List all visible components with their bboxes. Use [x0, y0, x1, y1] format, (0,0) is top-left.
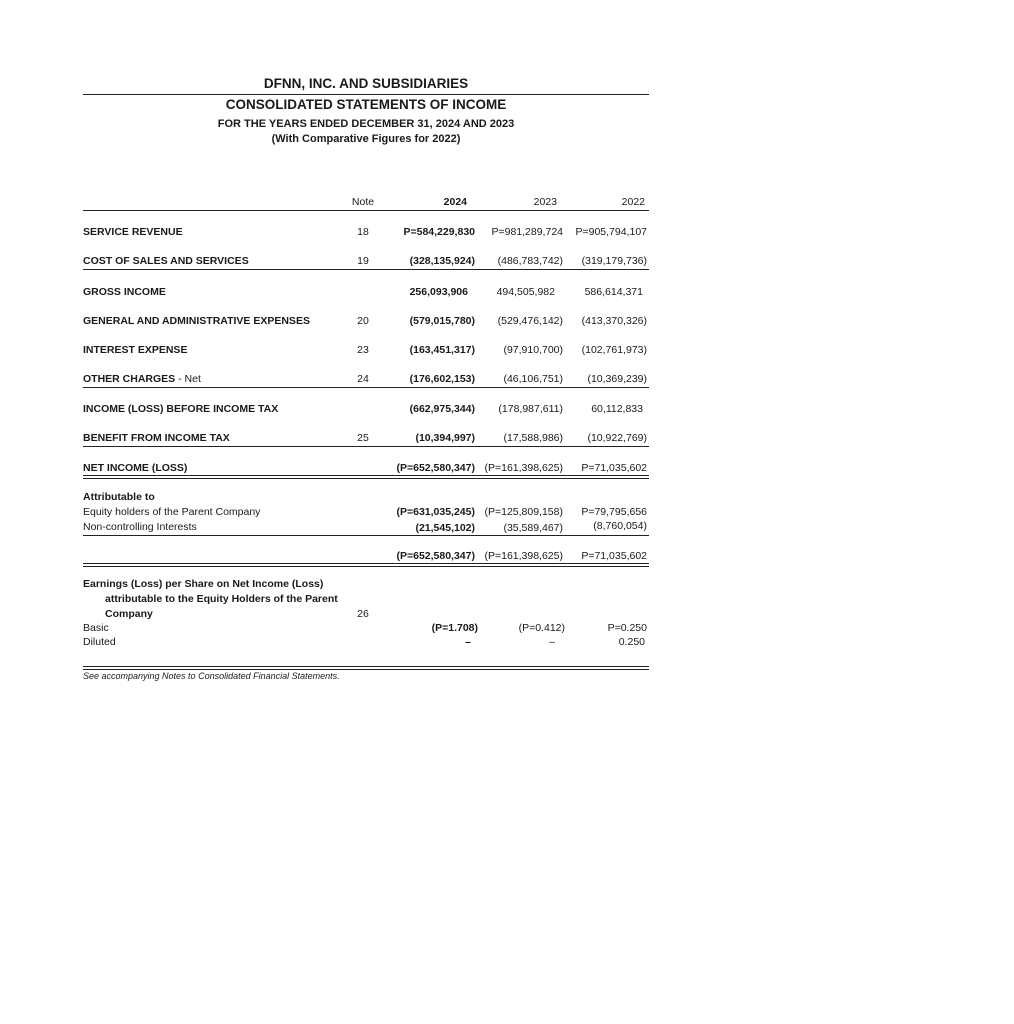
row-value-2023: (178,987,611) [498, 403, 563, 415]
row-value-2024: (P=652,580,347) [396, 462, 475, 474]
col-header-note: Note [351, 196, 375, 208]
row-value-2023: (P=125,809,158) [484, 506, 563, 518]
row-value-2024: – [465, 636, 471, 648]
column-header-rule [83, 210, 649, 211]
row-value-2022: (319,179,736) [581, 255, 647, 267]
eps-heading-line1: Earnings (Loss) per Share on Net Income (Loss) [83, 578, 324, 590]
total-double-rule [83, 563, 649, 567]
row-value-2023: (35,589,467) [503, 522, 563, 534]
row-value-2023: (97,910,700) [503, 344, 563, 356]
row-label-suffix: - Net [175, 373, 201, 385]
row-value-2022: (8,760,054) [593, 520, 647, 532]
row-value-2024: (P=1.708) [431, 622, 478, 634]
total-value-2023: (P=161,398,625) [484, 550, 563, 562]
row-value-2023: (46,106,751) [503, 373, 563, 385]
row-label: Equity holders of the Parent Company [83, 506, 261, 518]
row-label: INTEREST EXPENSE [83, 344, 188, 356]
row-value-2022: (10,922,769) [587, 432, 647, 444]
row-note: 20 [357, 315, 369, 327]
row-label: Basic [83, 622, 109, 634]
row-value-2024: 256,093,906 [409, 286, 468, 298]
row-note: 23 [357, 344, 369, 356]
row-value-2022: 0.250 [618, 636, 645, 648]
row-value-2022: P=905,794,107 [575, 226, 647, 238]
company-name: DFNN, INC. AND SUBSIDIARIES [263, 76, 469, 91]
row-note: 24 [357, 373, 369, 385]
row-label: BENEFIT FROM INCOME TAX [83, 432, 230, 444]
subtotal-rule [83, 446, 649, 447]
row-value-2024: (328,135,924) [409, 255, 475, 267]
header-rule [83, 94, 649, 95]
subtotal-rule [83, 269, 649, 270]
row-value-2022: (102,761,973) [581, 344, 647, 356]
subtotal-rule [83, 535, 649, 536]
row-value-2024: (579,015,780) [409, 315, 475, 327]
row-label: Diluted [83, 636, 116, 648]
row-label: SERVICE REVENUE [83, 226, 183, 238]
col-header-2022: 2022 [621, 196, 645, 208]
statement-period: FOR THE YEARS ENDED DECEMBER 31, 2024 AND 2023 [217, 118, 515, 130]
row-value-2022: (413,370,326) [581, 315, 647, 327]
row-value-2023: (P=0.412) [518, 622, 565, 634]
subtotal-rule [83, 387, 649, 388]
row-value-2024: (163,451,317) [409, 344, 475, 356]
row-value-2023: P=981,289,724 [491, 226, 563, 238]
row-label [83, 373, 201, 386]
row-note: 18 [357, 226, 369, 238]
row-note: 26 [357, 608, 369, 620]
row-label: GENERAL AND ADMINISTRATIVE EXPENSES [83, 315, 310, 327]
row-label: COST OF SALES AND SERVICES [83, 255, 249, 267]
row-value-2023: 494,505,982 [496, 286, 555, 298]
row-value-2023: (P=161,398,625) [484, 462, 563, 474]
row-label: INCOME (LOSS) BEFORE INCOME TAX [83, 403, 279, 415]
row-value-2022: (10,369,239) [587, 373, 647, 385]
total-double-rule [83, 475, 649, 479]
col-header-2023: 2023 [533, 196, 557, 208]
attributable-heading: Attributable to [83, 491, 155, 503]
row-value-2022: P=79,795,656 [581, 506, 647, 518]
total-value-2024: (P=652,580,347) [396, 550, 475, 562]
row-value-2024: (P=631,035,245) [396, 506, 475, 518]
eps-heading-line2: attributable to the Equity Holders of the Parent [105, 593, 338, 605]
row-label: NET INCOME (LOSS) [83, 462, 188, 474]
row-value-2022: P=71,035,602 [581, 462, 647, 474]
row-value-2024: (10,394,997) [415, 432, 475, 444]
row-value-2022: 586,614,371 [584, 286, 643, 298]
row-value-2022: P=0.250 [607, 622, 647, 634]
row-label-main: OTHER CHARGES [83, 373, 176, 385]
statement-title: CONSOLIDATED STATEMENTS OF INCOME [225, 97, 507, 112]
row-value-2023: (17,588,986) [503, 432, 563, 444]
row-value-2024: P=584,229,830 [403, 226, 475, 238]
row-value-2024: (21,545,102) [415, 522, 475, 534]
row-value-2023: (486,783,742) [497, 255, 563, 267]
row-value-2023: – [549, 636, 555, 648]
row-label: Non-controlling Interests [83, 521, 197, 533]
total-double-rule [83, 666, 649, 670]
footnote: See accompanying Notes to Consolidated Financial Statements. [83, 671, 340, 681]
col-header-2024: 2024 [443, 196, 467, 208]
row-label: GROSS INCOME [83, 286, 166, 298]
row-value-2024: (176,602,153) [409, 373, 475, 385]
row-note: 19 [357, 255, 369, 267]
row-note: 25 [357, 432, 369, 444]
row-value-2022: 60,112,833 [591, 403, 643, 415]
eps-heading-line3: Company [105, 608, 153, 620]
comparative-note: (With Comparative Figures for 2022) [271, 133, 461, 145]
total-value-2022: P=71,035,602 [581, 550, 647, 562]
row-value-2024: (662,975,344) [409, 403, 475, 415]
row-value-2023: (529,476,142) [497, 315, 563, 327]
